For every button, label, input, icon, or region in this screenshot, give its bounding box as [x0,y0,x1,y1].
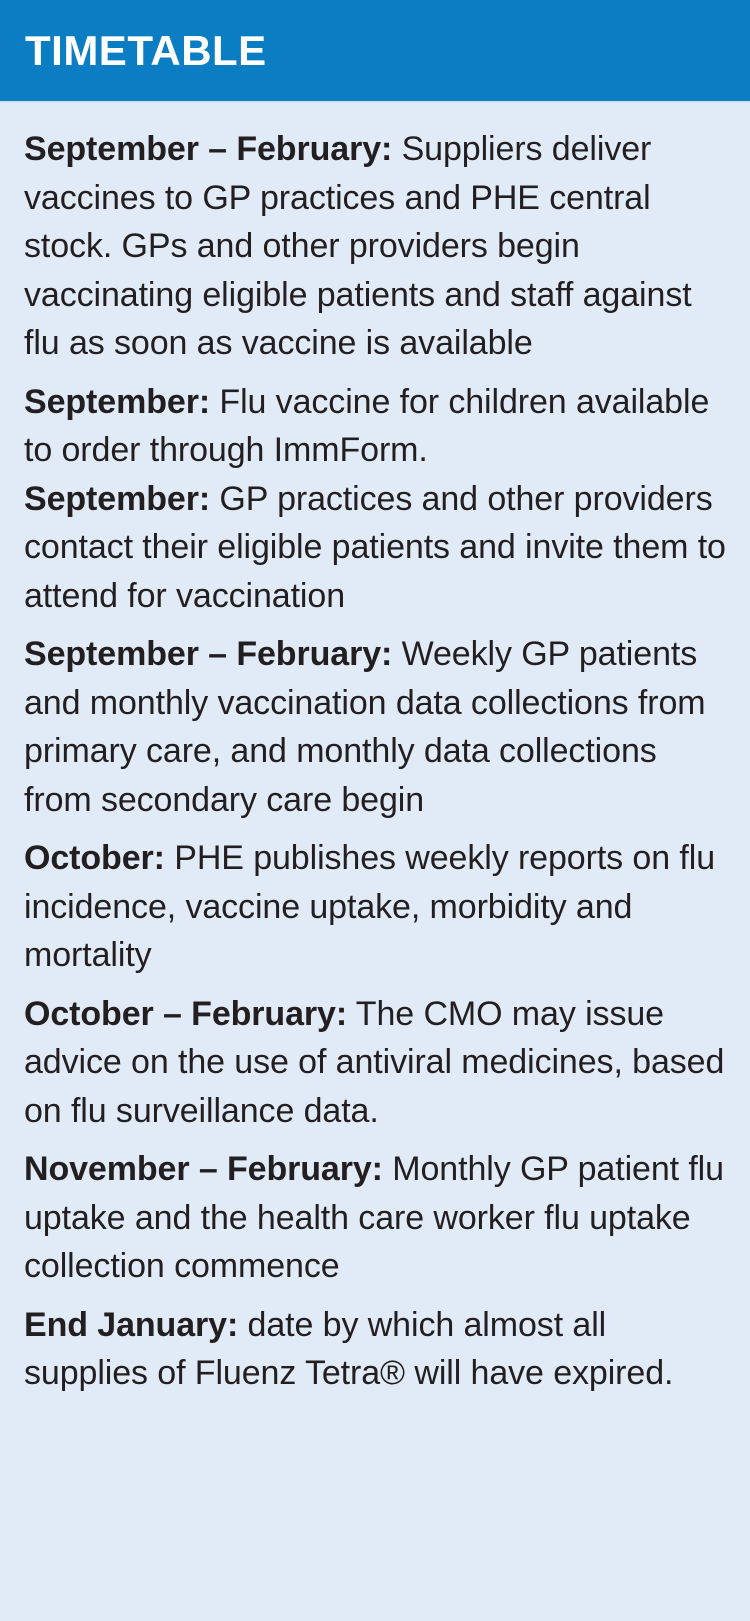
entry-label: September: [24,382,211,421]
timetable-header [0,0,750,103]
entry-label: September – February: [24,130,393,168]
entry-label: October – February: [24,994,348,1033]
entry-label: September – February: [24,635,393,673]
entry-text: Flu vaccine for children available to order through ImmForm. [24,382,710,469]
entry-text: date by which almost all supplies of Fluenz Tetra® will have expired. [24,1305,674,1392]
timetable-entries [0,103,750,1398]
timetable-title: TIMETABLE [25,26,267,74]
entry-text: Suppliers deliver vaccines to GP practices and PHE central stock. GPs and other providers begin vaccinating eligible patients and staff against flu as soon as vaccine is available [24,130,692,362]
timetable-entry-nov-feb-uptake [24,1145,726,1291]
timetable-entry-sep-feb-data [24,630,726,824]
entry-text: Monthly GP patient flu uptake and the health care worker flu uptake collection commence [24,1150,724,1285]
timetable-entry-end-jan [24,1301,726,1398]
entry-label: End January: [24,1305,239,1344]
entry-text: PHE publishes weekly reports on flu incidence, vaccine uptake, morbidity and mortality [24,839,716,974]
entry-label: September: [24,479,211,518]
entry-label: October: [24,839,165,877]
entry-text: GP practices and other providers contact their eligible patients and invite them to attend for vaccination [24,479,726,615]
entry-text: Weekly GP patients and monthly vaccination data collections from primary care, and monthly data collections from secondary care begin [24,635,706,819]
timetable-entry-sep-invite [24,475,726,621]
entry-text: The CMO may issue advice on the use of antiviral medicines, based on flu surveillance data. [24,994,725,1130]
timetable-entry-oct-reports [24,834,726,980]
timetable-entry-sep-feb-supply [24,125,726,368]
entry-label: November – February: [24,1150,383,1188]
timetable-entry-oct-feb-antivirals [24,990,726,1136]
timetable-entry-sep-children [24,378,726,475]
